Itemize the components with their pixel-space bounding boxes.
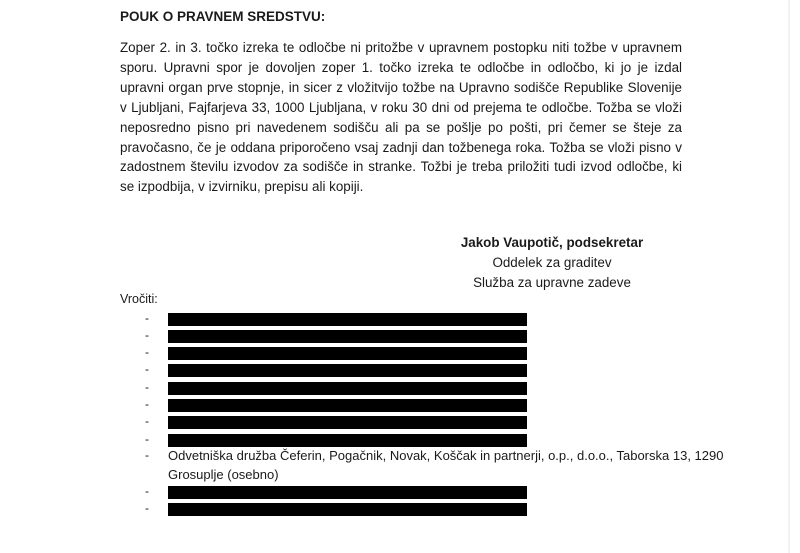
list-bullet: -: [145, 501, 149, 515]
redacted-recipient: [168, 434, 527, 447]
list-bullet: -: [145, 345, 149, 360]
redacted-recipient: [168, 416, 527, 429]
redacted-recipient: [168, 313, 527, 326]
delivery-label: Vročiti:: [120, 292, 158, 306]
signatory-name: Jakob Vaupotič, podsekretar: [460, 235, 644, 250]
list-bullet: -: [145, 379, 149, 394]
list-bullet: -: [145, 310, 149, 325]
list-bullet: -: [145, 448, 149, 462]
signatory-department: Oddelek za graditev: [492, 255, 612, 270]
section-heading: POUK O PRAVNEM SREDSTVU:: [120, 9, 326, 24]
recipient-text: Grosuplje (osebno): [168, 466, 279, 482]
recipient-text: Odvetniška družba Čeferin, Pogačnik, Novak, Koščak in partnerji, o.p., d.o.o., Taborska 13, 1290: [168, 448, 724, 463]
signatory-service: Služba za upravne zadeve: [473, 275, 631, 290]
redacted-recipient: [168, 503, 527, 516]
redacted-recipient: [168, 486, 527, 499]
redacted-recipient: [168, 330, 527, 343]
redacted-recipient: [168, 399, 527, 412]
list-bullet: -: [145, 414, 149, 429]
list-bullet: -: [145, 327, 149, 342]
redacted-recipient: [168, 347, 527, 360]
page-edge: [788, 0, 790, 553]
list-bullet: -: [145, 397, 149, 411]
list-bullet: -: [145, 483, 149, 498]
redacted-recipient: [168, 364, 527, 377]
list-bullet: -: [145, 431, 149, 446]
redacted-recipient: [168, 382, 527, 395]
legal-remedy-paragraph: Zoper 2. in 3. točko izreka te odločbe ni pritožbe v upravnem postopku niti tožbe v upravnem sporu. Upravni spor je dovoljen zoper 1. točko izreka te odločbe in odločbo, ki jo je izdal upravni organ prve stopnje, in sicer z vložitvijo tožbe na Upravno sodišče Republike Slovenije v Ljubljani, Fajfarjeva 33, 1000 Ljubljana, v roku 30 dni od prejema te odločbe. Tožba se vloži neposredno pisno pri navedenem sodišču ali pa se pošlje po pošti, pri čemer se šteje za pravočasno, če je oddana priporočeno vsaj zadnji dan tožbenega roka. Tožba se vloži pisno v zadostnem številu izvodov za sodišče in stranke. Tožbi je treba priložiti tudi izvod odločbe, ki se izpodbija, v izvirniku, prepisu ali kopiji.: [120, 40, 682, 195]
list-bullet: -: [145, 362, 149, 377]
